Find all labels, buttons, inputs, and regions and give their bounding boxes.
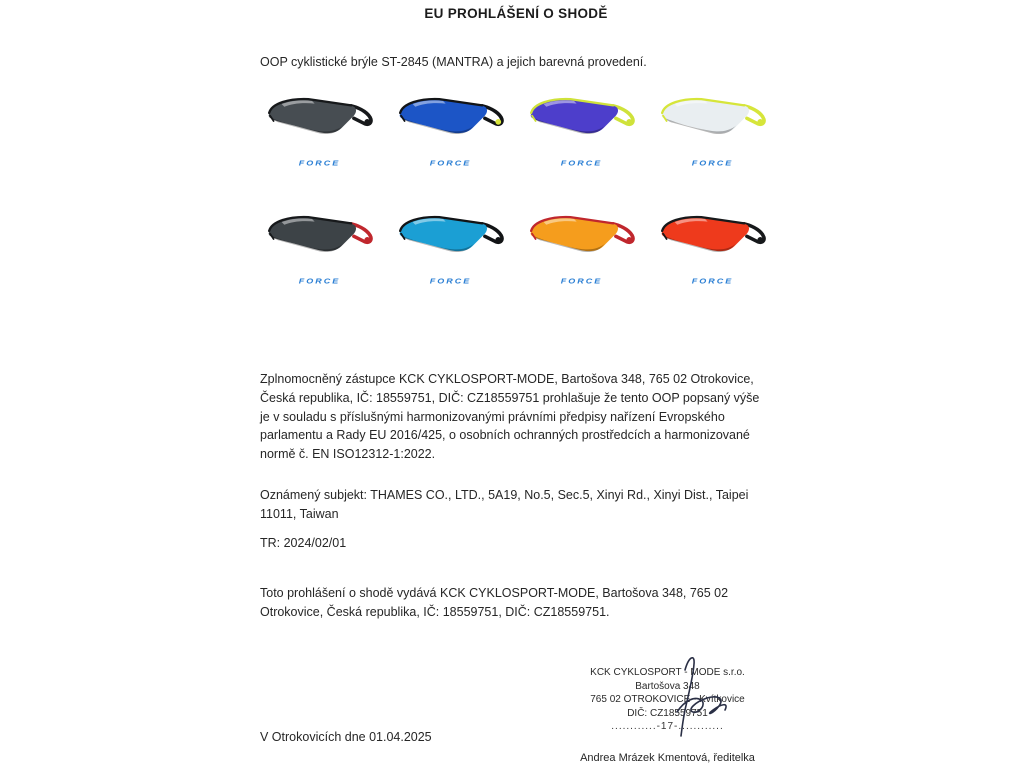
tr-date: TR: 2024/02/01 <box>260 536 347 550</box>
place-date: V Otrokovicích dne 01.04.2025 <box>260 730 432 744</box>
stamp-city: 765 02 OTROKOVICE - Kvítkovice <box>590 694 745 705</box>
product-grid <box>260 90 772 286</box>
brand-logo: FORCE <box>298 158 341 168</box>
brand-logo: FORCE <box>691 276 734 286</box>
notified-body-text: Oznámený subjekt: THAMES CO., LTD., 5A19, No.5, Sec.5, Xinyi Rd., Xinyi Dist., Taipei 11011, Taiwan <box>260 488 749 521</box>
brand-logo: FORCE <box>298 276 341 286</box>
sunglasses-image <box>524 208 640 270</box>
signature-dotted-line: ............-17-............ <box>611 721 724 732</box>
declaration-text: Zplnomocněný zástupce KCK CYKLOSPORT-MODE, Bartošova 348, 765 02 Otrokovice, Česká republika, IČ: 18559751, DIČ: CZ18559751 prohlašuje že tento OOP popsaný výše je v souladu s příslušnými harmonizovanými právními předpisy nařízení Evropského parlamentu a Rady EU 2016/425, o osobních ochranných prostředcích a harmonizované normě č. EN ISO12312-1:2022. <box>260 372 760 461</box>
product-variant-amber-red <box>522 208 641 286</box>
signatory-name: Andrea Mrázek Kmentová, ředitelka <box>580 752 755 764</box>
product-variant-purple-fluo <box>522 90 641 168</box>
brand-logo: FORCE <box>429 158 472 168</box>
sunglasses-image <box>393 208 509 270</box>
brand-logo: FORCE <box>429 276 472 286</box>
product-variant-clear-fluo <box>653 90 772 168</box>
product-variant-grey-red <box>260 208 379 286</box>
sunglasses-image <box>262 208 378 270</box>
doc-title: EU PROHLÁŠENÍ O SHODĚ <box>424 6 608 21</box>
sunglasses-image <box>393 90 509 152</box>
product-variant-black-grey <box>260 90 379 168</box>
company-stamp <box>560 666 775 734</box>
product-variant-red-black <box>653 208 772 286</box>
brand-logo: FORCE <box>560 158 603 168</box>
brand-logo: FORCE <box>691 158 734 168</box>
sunglasses-image <box>655 90 771 152</box>
issuer-text: Toto prohlášení o shodě vydává KCK CYKLOSPORT-MODE, Bartošova 348, 765 02 Otrokovice, Česká republika, IČ: 18559751, DIČ: CZ18559751. <box>260 586 729 619</box>
sunglasses-image <box>524 90 640 152</box>
stamp-street: Bartošova 348 <box>635 680 700 692</box>
stamp-vat: DIČ: CZ18559751 <box>627 707 708 719</box>
brand-logo: FORCE <box>560 276 603 286</box>
product-description: OOP cyklistické brýle ST-2845 (MANTRA) a jejich barevná provedení. <box>260 55 647 69</box>
sunglasses-image <box>262 90 378 152</box>
stamp-company: KCK CYKLOSPORT - MODE s.r.o. <box>590 667 745 678</box>
product-variant-blue-yellow <box>391 90 510 168</box>
product-variant-cyan-black <box>391 208 510 286</box>
sunglasses-image <box>655 208 771 270</box>
